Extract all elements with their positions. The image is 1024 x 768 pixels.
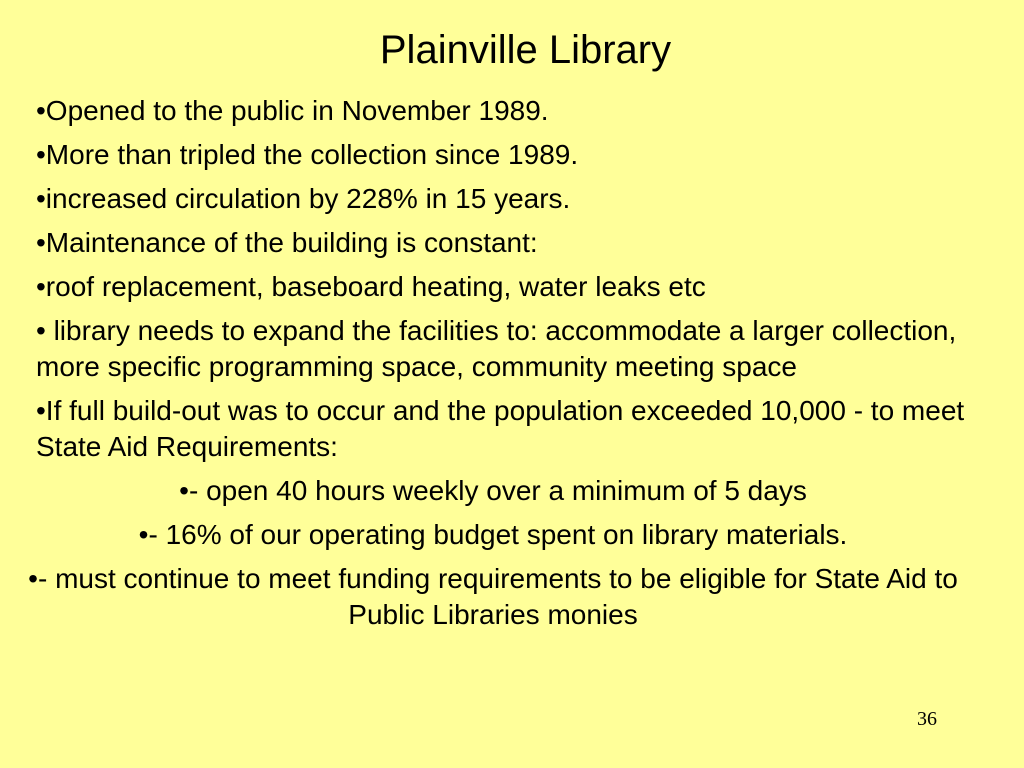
bullet-list [28, 93, 986, 641]
bullet-circulation: •increased circulation by 228% in 15 years. [36, 183, 571, 214]
bullet-maintenance: •Maintenance of the building is constant: [36, 227, 538, 258]
bullet-collection: •More than tripled the collection since 1989. [36, 139, 579, 170]
bullet-expand-facilities: • library needs to expand the facilities to: accommodate a larger collection, more specific programming space, community meeting space [36, 315, 957, 382]
bullet-opened: •Opened to the public in November 1989. [36, 95, 549, 126]
bullet-repairs: •roof replacement, baseboard heating, water leaks etc [36, 271, 706, 302]
sub-bullet-budget: •- 16% of our operating budget spent on library materials. [138, 519, 848, 550]
bullet-build-out: •If full build-out was to occur and the population exceeded 10,000 - to meet State Aid Requirements: [36, 395, 965, 462]
sub-bullet-funding: •- must continue to meet funding requirements to be eligible for State Aid to Public Libraries monies [28, 563, 958, 630]
slide-number: 36 [917, 708, 937, 730]
sub-bullet-hours: •- open 40 hours weekly over a minimum of 5 days [179, 475, 807, 506]
slide-title: Plainville Library [379, 28, 672, 72]
